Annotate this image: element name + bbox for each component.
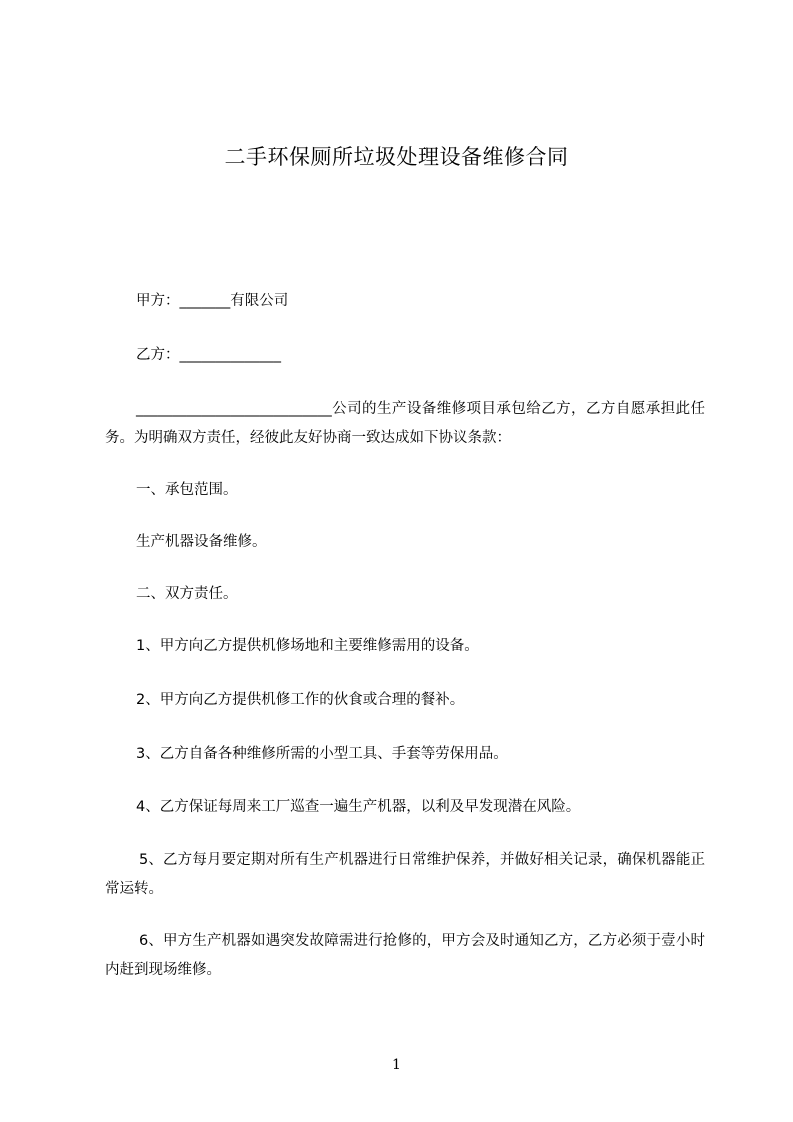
clause-5: 5、乙方每月要定期对所有生产机器进行日常维护保养，并做好相关记录，确保机器能正常运转。 — [105, 852, 705, 897]
page-number: 1 — [392, 1057, 401, 1073]
section-1-heading: 一、承包范围。 — [136, 482, 238, 498]
section-2-heading: 二、双方责任。 — [136, 586, 238, 602]
clause-3: 3、乙方自备各种维修所需的小型工具、手套等劳保用品。 — [136, 746, 508, 762]
party-a-line: 甲方：_______有限公司 — [136, 293, 289, 309]
party-b-line: 乙方：______________ — [136, 347, 281, 363]
clause-1: 1、甲方向乙方提供机修场地和主要维修需用的设备。 — [136, 638, 479, 654]
document-title: 二手环保厕所垃圾处理设备维修合同 — [224, 145, 569, 169]
clause-2: 2、甲方向乙方提供机修工作的伙食或合理的餐补。 — [136, 692, 465, 708]
intro-paragraph: ___________________________公司的生产设备维修项目承包给乙方，乙方自愿承担此任务。为明确双方责任，经彼此友好协商一致达成如下协议条款： — [105, 401, 705, 446]
section-1-body: 生产机器设备维修。 — [136, 534, 267, 550]
clause-4: 4、乙方保证每周来工厂巡查一遍生产机器，以利及早发现潜在风险。 — [136, 799, 581, 815]
clause-6: 6、甲方生产机器如遇突发故障需进行抢修的，甲方会及时通知乙方，乙方必须于壹小时内赶到现场维修。 — [105, 933, 705, 978]
